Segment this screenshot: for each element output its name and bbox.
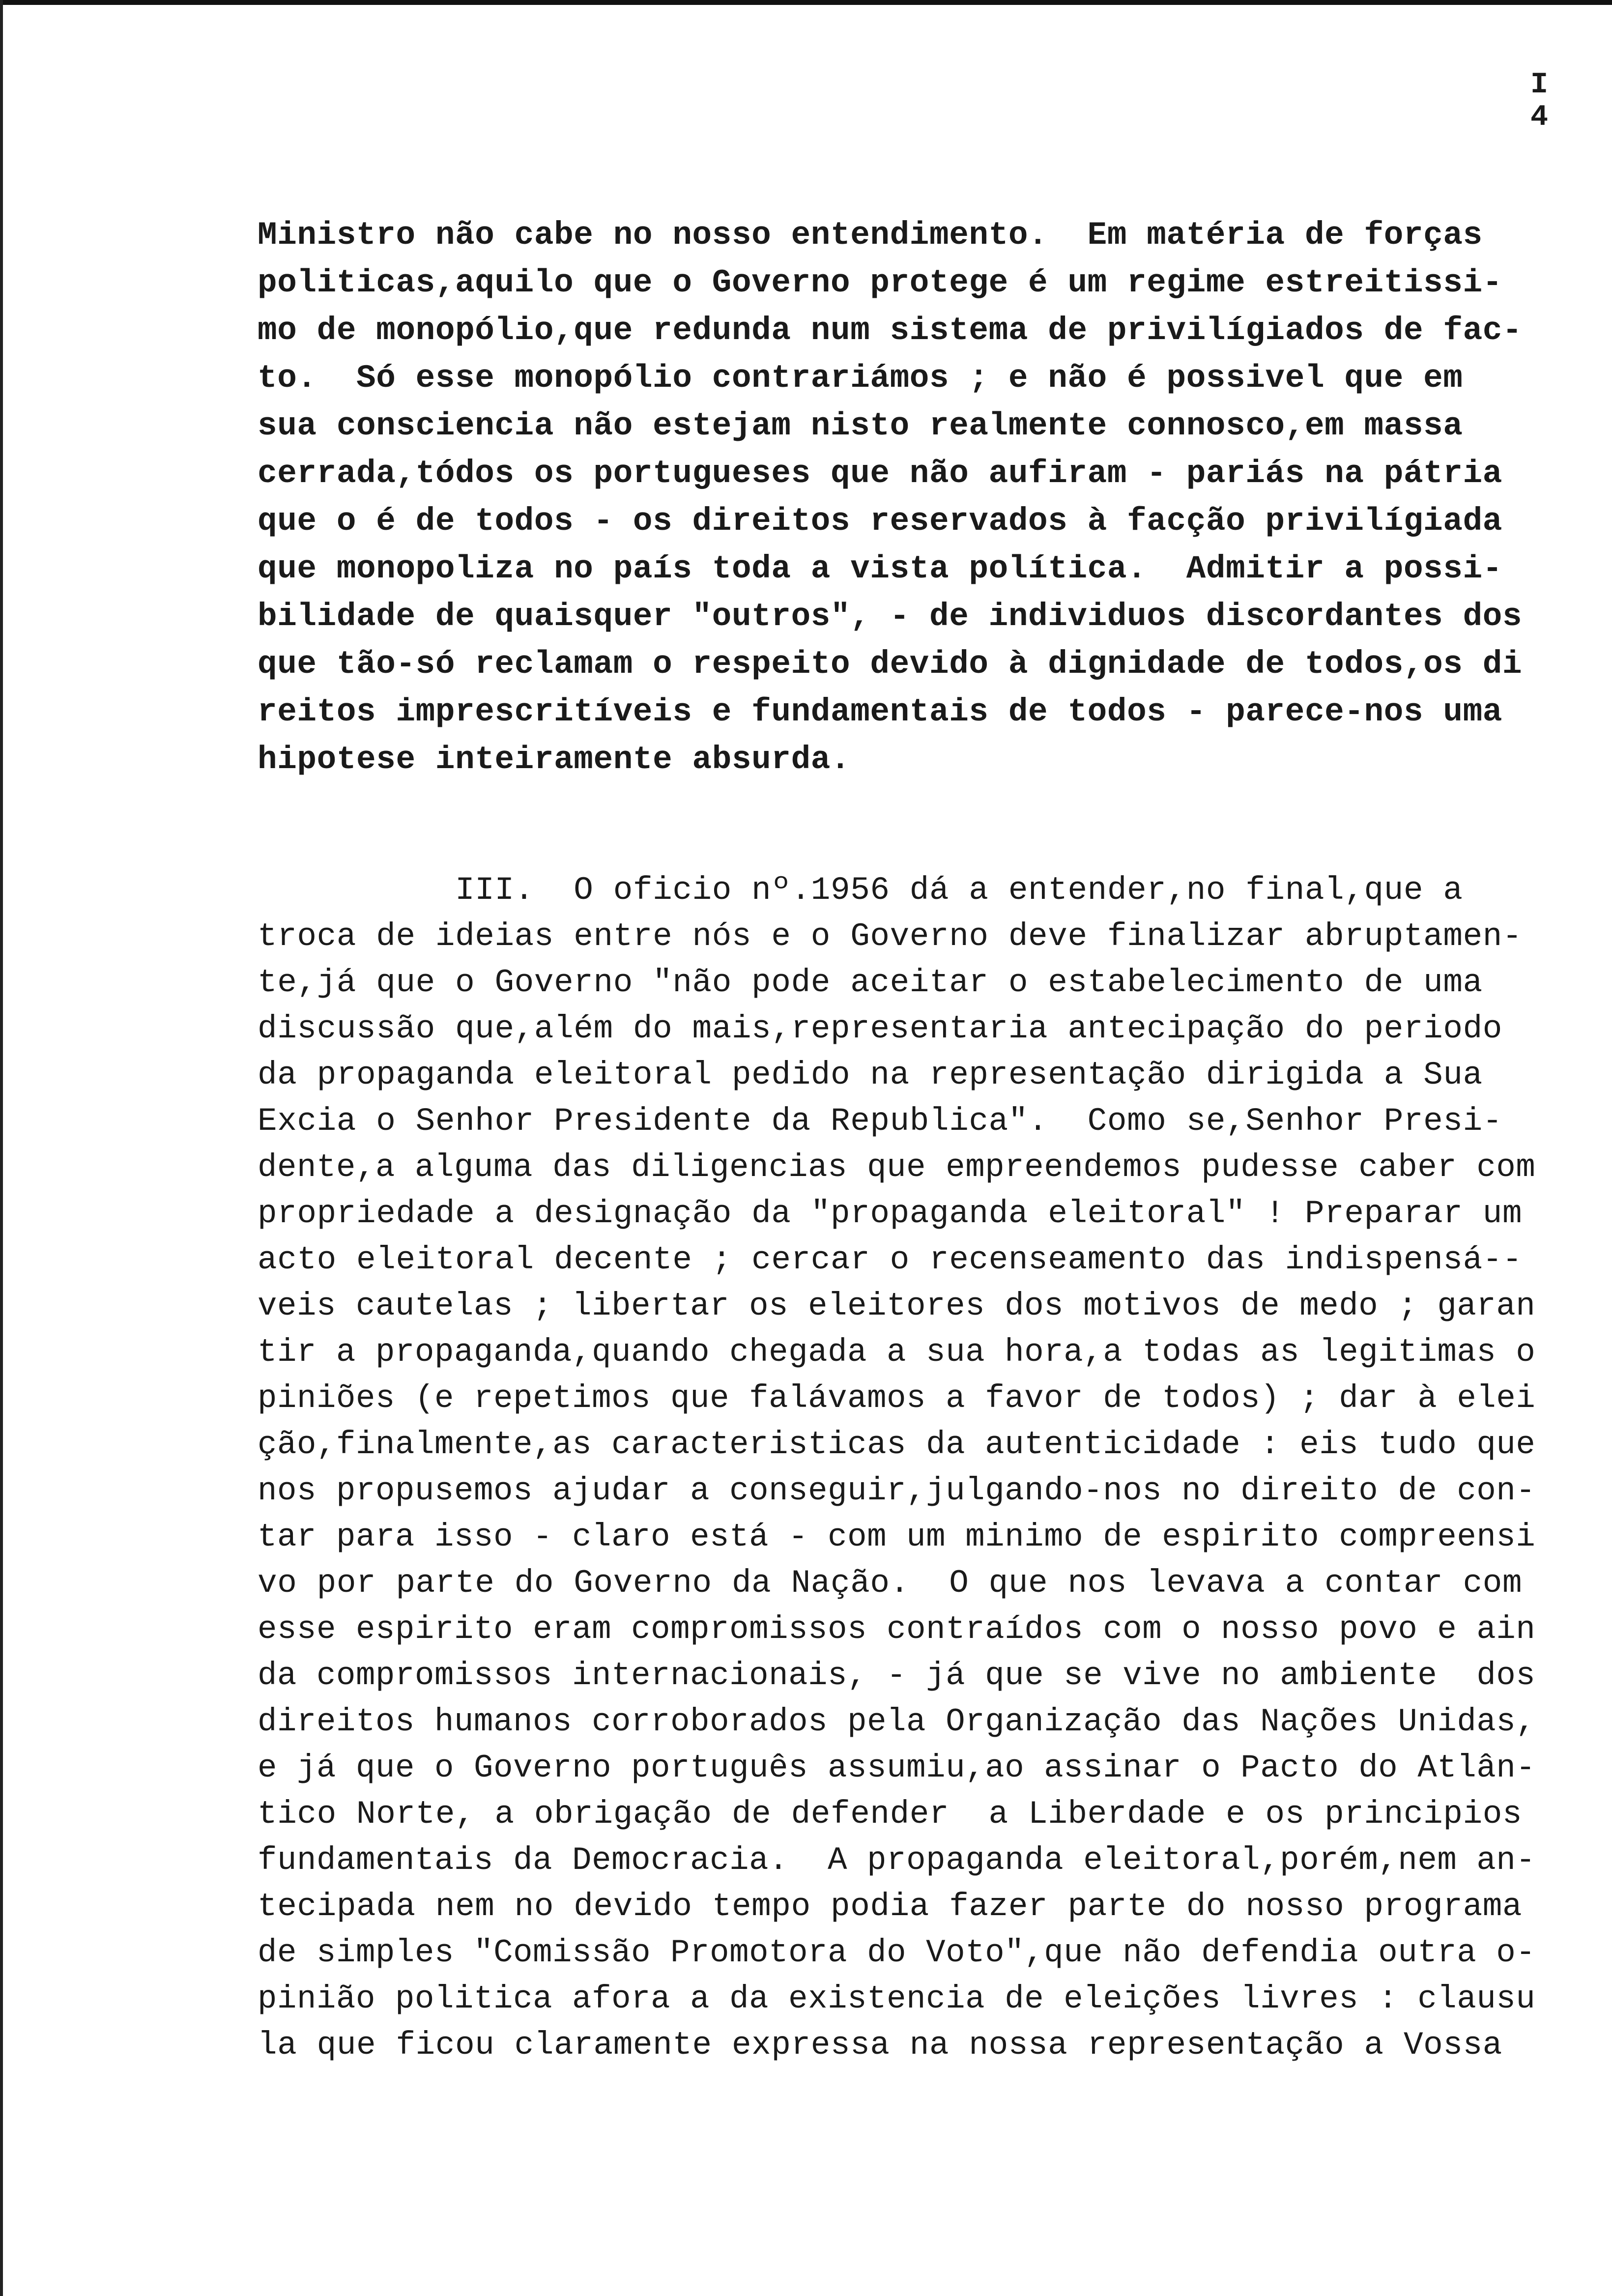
text-line: sua consciencia não estejam nisto realmente connosco,em massa xyxy=(258,407,1463,444)
text-line: que tão-só reclamam o respeito devido à dignidade de todos,os di xyxy=(258,646,1523,683)
paragraph-2 xyxy=(258,867,1535,2068)
text-line: to. Só esse monopólio contrariámos ; e não é possivel que em xyxy=(258,360,1463,397)
text-line: politicas,aquilo que o Governo protege é um regime estreitissi- xyxy=(258,264,1503,301)
text-line: tecipada nem no devido tempo podia fazer parte do nosso programa xyxy=(258,1888,1523,1925)
page-mark-roman: I xyxy=(1530,68,1548,102)
text-line: hipotese inteiramente absurda. xyxy=(258,741,851,778)
text-line: ção,finalmente,as caracteristicas da autenticidade : eis tudo que xyxy=(258,1426,1536,1463)
text-line: pinião politica afora a da existencia de eleições livres : clausu xyxy=(258,1980,1536,2017)
text-line: vo por parte do Governo da Nação. O que nos levava a contar com xyxy=(258,1565,1523,1602)
text-line: propriedade a designação da "propaganda eleitoral" ! Preparar um xyxy=(258,1195,1523,1232)
text-line: reitos imprescritíveis e fundamentais de todos - parece-nos uma xyxy=(258,693,1503,730)
text-line: direitos humanos corroborados pela Organização das Nações Unidas, xyxy=(258,1703,1536,1740)
text-line: tar para isso - claro está - com um minimo de espirito compreensi xyxy=(258,1519,1536,1555)
page-number: 4 xyxy=(1530,101,1548,134)
text-line: cerrada,tódos os portugueses que não aufiram - pariás na pátria xyxy=(258,455,1503,492)
text-line: Excia o Senhor Presidente da Republica". Como se,Senhor Presi- xyxy=(258,1103,1503,1140)
scan-border-top xyxy=(0,0,1612,5)
text-line: nos propusemos ajudar a conseguir,julgando-nos no direito de con- xyxy=(258,1472,1536,1509)
text-line: fundamentais da Democracia. A propaganda eleitoral,porém,nem an- xyxy=(258,1842,1536,1879)
text-line: que monopoliza no país toda a vista política. Admitir a possi- xyxy=(258,550,1503,587)
text-line: III. O oficio nº.1956 dá a entender,no final,que a xyxy=(258,872,1463,909)
text-line: bilidade de quaisquer "outros", - de individuos discordantes dos xyxy=(258,598,1523,635)
text-line: veis cautelas ; libertar os eleitores dos motivos de medo ; garan xyxy=(258,1288,1536,1324)
paragraph-1 xyxy=(258,211,1535,783)
text-line: da compromissos internacionais, - já que se vive no ambiente dos xyxy=(258,1657,1536,1694)
text-line: esse espirito eram compromissos contraídos com o nosso povo e ain xyxy=(258,1611,1536,1648)
text-line: de simples "Comissão Promotora do Voto",que não defendia outra o- xyxy=(258,1934,1536,1971)
scan-border-left xyxy=(0,0,3,2296)
text-line: Ministro não cabe no nosso entendimento. Em matéria de forças xyxy=(258,217,1483,254)
text-line: acto eleitoral decente ; cercar o recenseamento das indispensá-- xyxy=(258,1241,1523,1278)
text-line: discussão que,além do mais,representaria antecipação do periodo xyxy=(258,1010,1503,1047)
text-line: la que ficou claramente expressa na nossa representação a Vossa xyxy=(258,2027,1503,2064)
text-line: tir a propaganda,quando chegada a sua hora,a todas as legitimas o xyxy=(258,1334,1536,1371)
text-line: mo de monopólio,que redunda num sistema de privilígiados de fac- xyxy=(258,312,1523,349)
text-line: te,já que o Governo "não pode aceitar o estabelecimento de uma xyxy=(258,964,1483,1001)
text-line: tico Norte, a obrigação de defender a Liberdade e os principios xyxy=(258,1796,1523,1833)
text-line: dente,a alguma das diligencias que empreendemos pudesse caber com xyxy=(258,1149,1536,1186)
text-line: da propaganda eleitoral pedido na representação dirigida a Sua xyxy=(258,1057,1483,1093)
text-line: troca de ideias entre nós e o Governo deve finalizar abruptamen- xyxy=(258,918,1523,955)
page-number-block xyxy=(1530,69,1548,134)
text-line: que o é de todos - os direitos reservados à facção privilígiada xyxy=(258,503,1503,540)
text-line: e já que o Governo português assumiu,ao assinar o Pacto do Atlân- xyxy=(258,1750,1536,1786)
text-line: piniões (e repetimos que falávamos a favor de todos) ; dar à elei xyxy=(258,1380,1536,1417)
